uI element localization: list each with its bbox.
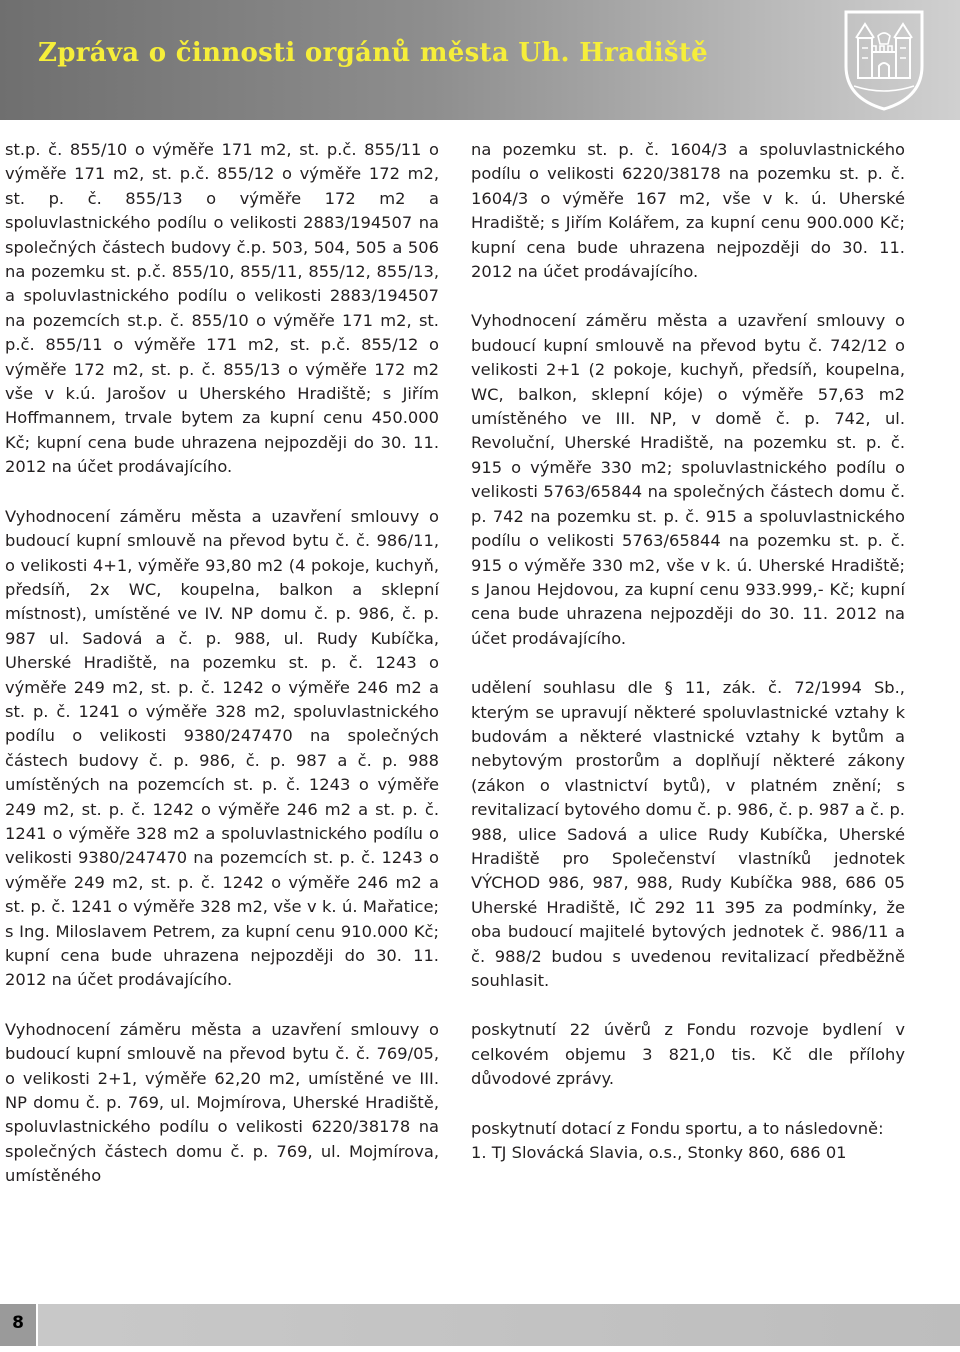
page-number: 8 xyxy=(12,1313,24,1333)
paragraph: Vyhodnocení záměru města a uzavření smlouvy o budoucí kupní smlouvě na převod bytu č. 742/12 o velikosti 2+1 (2 pokoje, kuchyň, předsíň, koupelna, WC, balkon, sklepní kóje) o výměře 57,63 m2 umístěného ve III. NP, v domě č. p. 742, ul. Revoluční, Uherské Hradiště, na pozemku st. p. č. 915 o výměře 330 m2; spoluvlastnického podílu o velikosti 5763/65844 na společných částech domu č. p. 742 na pozemku st. p. č. 915 a spoluvlastnického podílu o velikosti 5763/65844 na pozemku st. p. č. 915 o výměře 330 m2, vše v k. ú. Uherské Hradiště; s Janou Hejdovou, za kupní cenu 933.999,- Kč; kupní cena bude uhrazena nejpozději do 30. 11. 2012 na účet prodávajícího. xyxy=(471,311,905,648)
page-header xyxy=(0,0,960,120)
footer-bar xyxy=(0,1304,960,1346)
paragraph: Vyhodnocení záměru města a uzavření smlouvy o budoucí kupní smlouvě na převod bytu č. č. 769/05, o velikosti 2+1, výměře 62,20 m2, umístěné ve III. NP domu č. p. 769, ul. Mojmírova, Uherské Hradiště, spoluvlastnického podílu o velikosti 6220/38178 na společných částech domu č. p. 769, ul. Mojmírova, umístěného xyxy=(5,1019,439,1186)
paragraph: Vyhodnocení záměru města a uzavření smlouvy o budoucí kupní smlouvě na převod bytu č. č. 986/11, o velikosti 4+1, výměře 93,80 m2 (4 pokoje, kuchyň, předsíň, 2x WC, koupelna, balkon a sklepní místnost), umístěné ve IV. NP domu č. p. 986, č. p. 987 ul. Sadová a č. p. 988, ul. Rudy Kubíčka, Uherské Hradiště, na pozemku st. p. č. 1243 o výměře 249 m2, st. p. č. 1242 o výměře 246 m2 a st. p. č. 1241 o výměře 328 m2, spoluvlastnického podílu o velikosti 9380/247470 na společných částech budovy č. p. 986, č. p. 987 a č. p. 988 umístěných na pozemcích st. p. č. 1243 o výměře 249 m2, st. p. č. 1242 o výměře 246 m2 a st. p. č. 1241 o výměře 328 m2 a spoluvlastnického podílu o velikosti 9380/247470 na pozemcích st. p. č. 1243 o výměře 249 m2, st. p. č. 1242 o výměře 246 m2 a st. p. č. 1241 o výměře 328 m2, vše v k. ú. Mařatice; s Ing. Miloslavem Petrem, za kupní cenu 910.000 Kč; kupní cena bude uhrazena nejpozději do 30. 11. 2012 na účet prodávajícího. xyxy=(5,506,439,990)
left-column xyxy=(5,138,439,1214)
paragraph: na pozemku st. p. č. 1604/3 a spoluvlastnického podílu o velikosti 6220/38178 na pozemku st. p. č. 1604/3 o výměře 167 m2, vše v k. ú. Uherské Hradiště; s Jiřím Kolářem, za kupní cenu 900.000 Kč; kupní cena bude uhrazena nejpozději do 30. 11. 2012 na účet prodávajícího. xyxy=(471,140,905,282)
paragraph: poskytnutí dotací z Fondu sportu, a to následovně: 1. TJ Slovácká Slavia, o.s., Stonky 860, 686 01 xyxy=(471,1118,884,1163)
paragraph: poskytnutí 22 úvěrů z Fondu rozvoje bydlení v celkovém objemu 3 821,0 tis. Kč dle přílohy důvodové zprávy. xyxy=(471,1020,905,1089)
page-title: Zpráva o činnosti orgánů města Uh. Hradiště xyxy=(38,38,708,68)
right-column xyxy=(471,138,905,1190)
city-coat-of-arms-icon xyxy=(842,8,926,112)
paragraph: st.p. č. 855/10 o výměře 171 m2, st. p.č. 855/11 o výměře 171 m2, st. p.č. 855/12 o výměře 172 m2, st. p. č. 855/13 o výměře 172 m2 a spoluvlastnického podílu o velikosti 2883/194507 na společných částech budovy č.p. 503, 504, 505 a 506 na pozemku st. p.č. 855/10, 855/11, 855/12, 855/13, a spoluvlastnického podílu o velikosti 2883/194507 na pozemcích st.p. č. 855/10 o výměře 171 m2, st. p.č. 855/11 o výměře 171 m2, st. p.č. 855/12 o výměře 172 m2, st. p. č. 855/13 o výměře 172 m2 vše v k.ú. Jarošov u Uherského Hradiště; s Jiřím Hoffmannem, trvale bytem za kupní cenu 450.000 Kč; kupní cena bude uhrazena nejpozději do 30. 11. 2012 na účet prodávajícího. xyxy=(5,140,439,477)
paragraph: udělení souhlasu dle § 11, zák. č. 72/1994 Sb., kterým se upravují některé spoluvlastnické vztahy k budovám a některé vlastnické vztahy k bytům a nebytovým prostorům a doplňují některé zákony (zákon o vlastnictví bytů), v platném znění; s revitalizací bytového domu č. p. 986, č. p. 987 a č. p. 988, ulice Sadová a ulice Rudy Kubíčka, Uherské Hradiště pro Společenství vlastníků jednotek VÝCHOD 986, 987, 988, Rudy Kubíčka 988, 686 05 Uherské Hradiště, IČ 292 11 395 za podmínky, že oba budoucí majitelé bytových jednotek č. 986/11 a č. 988/2 budou s uvedenou revitalizací předběžně souhlasit. xyxy=(471,678,905,990)
